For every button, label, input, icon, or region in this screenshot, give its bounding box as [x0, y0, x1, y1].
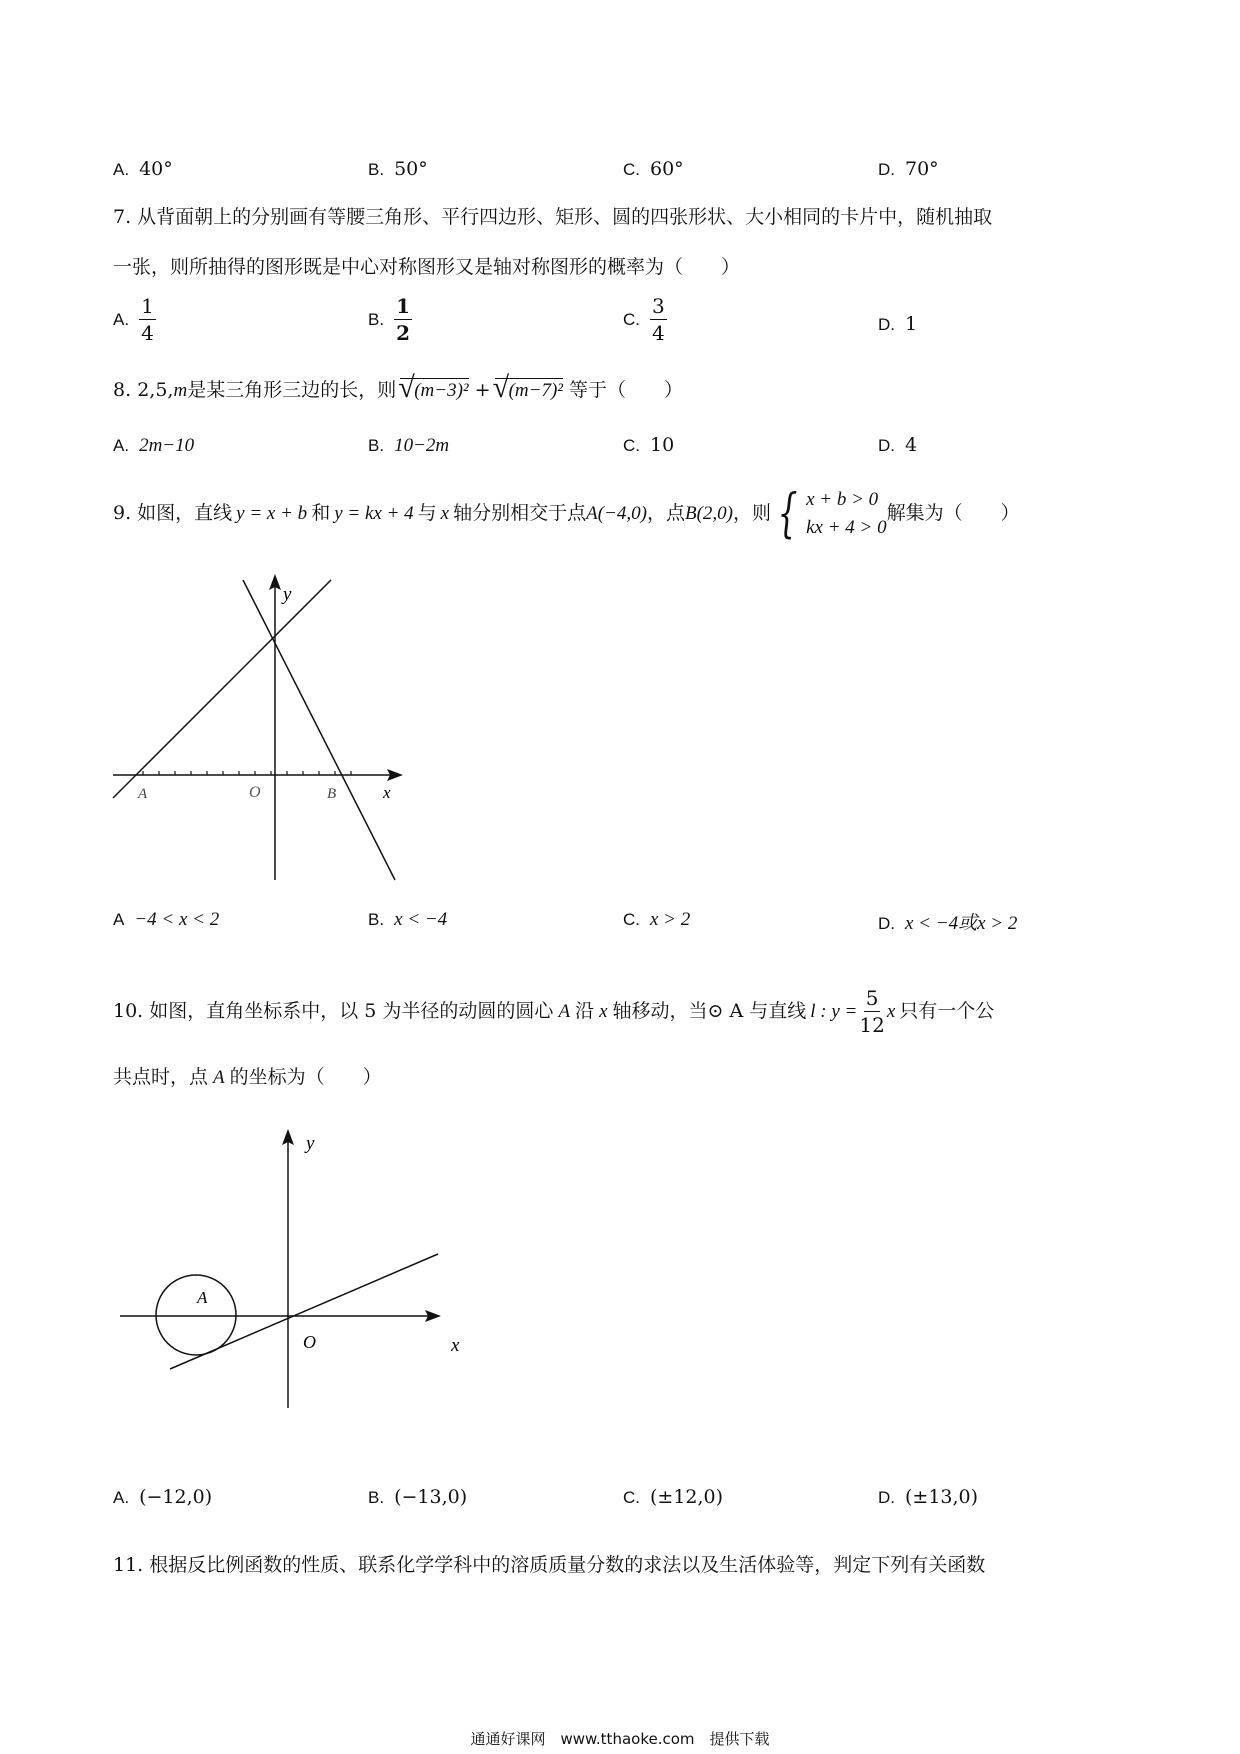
origin-label: O [303, 1332, 316, 1352]
denominator: 4 [141, 321, 154, 345]
origin-label: O [249, 784, 261, 801]
q10-option-d [878, 1486, 978, 1508]
option-label: B. [368, 1488, 385, 1507]
q8-mid: 是某三角形三边的长，则 [187, 379, 397, 401]
q9-text2: 与 [417, 502, 437, 525]
option-label: B. [368, 436, 385, 455]
q10-figure [115, 1125, 475, 1415]
option-text: 4 [905, 434, 918, 456]
option-text: 70° [905, 158, 939, 180]
q9-text5: ，则 [733, 502, 772, 525]
q7-stem-line2: 一张，则所抽得的图形既是中心对称图形又是轴对称图形的概率为（ ） [113, 256, 741, 278]
q10-fraction [859, 988, 884, 1035]
q10-option-c [623, 1486, 723, 1508]
option-text: −4 < x < 2 [134, 909, 220, 930]
option-label: D. [878, 160, 895, 179]
option-text: 10−2m [394, 435, 450, 456]
q9-eq2: y = kx + 4 [334, 503, 414, 525]
q10-line-label: l : y = [810, 1001, 858, 1022]
option-label: D. [878, 914, 895, 933]
numerator: 5 [865, 986, 879, 1010]
q10-option-b [368, 1486, 467, 1508]
numerator: 1 [396, 294, 410, 318]
denominator: 4 [652, 321, 665, 345]
fraction [650, 296, 667, 343]
footer-source: 通通好课网 www.tthaoke.com 提供下载 [470, 1730, 770, 1748]
q9-option-c [623, 908, 690, 931]
center-a-label: A [197, 1288, 208, 1307]
option-text: x < −4 [394, 909, 448, 930]
inequality-1: x + b > 0 [806, 489, 879, 510]
option-label: A. [113, 1488, 130, 1507]
q7-option-d [878, 313, 917, 335]
q9-option-b [368, 908, 447, 931]
q10-option-a [113, 1486, 212, 1508]
plus-sign: + [474, 379, 491, 401]
q9-text1: 9. 如图，直线 [113, 502, 233, 525]
q7-stem-line1: 7. 从背面朝上的分别画有等腰三角形、平行四边形、矩形、圆的四张形状、大小相同的卡片中，随机抽取 [113, 206, 993, 228]
left-brace-icon: { [777, 483, 798, 544]
option-label: B. [368, 309, 385, 329]
sqrt-term-1: √ (m−3)² [400, 378, 468, 400]
option-label: A. [113, 160, 130, 179]
x-axis-label: x [383, 783, 391, 802]
option-label: C. [623, 1488, 640, 1507]
q10-text2: 沿 [575, 1000, 595, 1022]
q8-option-b [368, 434, 449, 457]
circle-a [156, 1275, 236, 1355]
option-text: (±12,0) [650, 1486, 724, 1508]
q9-point-b: B(2,0) [684, 503, 733, 525]
q8-stem [113, 378, 683, 400]
option-label: D. [878, 1488, 895, 1507]
denominator: 12 [859, 1013, 885, 1037]
option-text: (−13,0) [394, 1486, 468, 1508]
q9-point-a: A(−4,0) [586, 503, 647, 525]
q7-option-b [368, 296, 412, 343]
numerator: 3 [652, 294, 665, 318]
q9-text4: ，点 [646, 502, 685, 525]
q6-option-a [113, 158, 173, 180]
denominator: 2 [396, 321, 410, 345]
option-text: 50° [394, 158, 428, 180]
option-text: x > 2 [650, 909, 691, 930]
q8-var: m [173, 380, 188, 401]
q10-point-a: A [213, 1067, 225, 1088]
q10-text1: 10. 如图，直角坐标系中，以 5 为半径的动圆的圆心 [113, 1000, 554, 1022]
q10-xvar: x [599, 1001, 608, 1022]
q9-eq1: y = x + b [236, 503, 308, 525]
q10-stem-line1 [113, 988, 994, 1035]
q8-option-d [878, 434, 917, 456]
option-text: 40° [139, 158, 173, 180]
option-label: D. [878, 315, 895, 334]
q11-stem-line1: 11. 根据反比例函数的性质、联系化学学科中的溶质质量分数的求法以及生活体验等，判定下列有关函数 [113, 1554, 986, 1576]
q9-text6: 解集为（ ） [886, 502, 1020, 525]
q10-line2c: 的坐标为（ ） [229, 1066, 382, 1088]
option-text: 10 [650, 434, 675, 456]
fraction [394, 296, 412, 343]
option-label: C. [623, 436, 640, 455]
q10-after: x [886, 1001, 896, 1022]
option-text: 1 [905, 313, 918, 335]
x-axis-label: x [451, 1335, 460, 1356]
q8-number: 8. [113, 379, 132, 401]
q8-option-a [113, 434, 194, 457]
option-label: C. [623, 160, 640, 179]
q10-text3: 轴移动，当⊙ A 与直线 [612, 1000, 807, 1022]
q6-option-d [878, 158, 939, 180]
inequality-2: kx + 4 > 0 [806, 516, 887, 538]
q9-xvar: x [440, 503, 450, 525]
q9-text3: 轴分别相交于点 [453, 502, 587, 525]
point-b-label: B [327, 786, 337, 802]
option-label: A. [113, 309, 130, 329]
option-label: A. [113, 436, 130, 455]
point-a-label: A [138, 786, 148, 802]
q6-option-c [623, 158, 684, 180]
option-label: C. [623, 309, 640, 329]
y-axis-label: y [283, 584, 292, 605]
q9-figure [105, 570, 405, 890]
q9-stem [113, 483, 1020, 544]
option-label: B. [368, 910, 385, 929]
q8-suffix: 等于（ ） [569, 379, 684, 401]
option-text: 2m−10 [139, 435, 195, 456]
line-y-kx-plus-4 [243, 580, 395, 880]
option-label: D. [878, 436, 895, 455]
option-label: B. [368, 160, 385, 179]
option-label: C. [623, 910, 640, 929]
q9-and: 和 [311, 502, 331, 525]
option-label: A [113, 910, 125, 929]
option-text: (−12,0) [139, 1486, 213, 1508]
q10-line2a: 共点时，点 [113, 1066, 209, 1088]
fraction [139, 296, 156, 343]
q10-stem-line2 [113, 1068, 382, 1087]
inequality-system [771, 483, 887, 544]
q6-option-b [368, 158, 428, 180]
q9-option-a [113, 908, 219, 931]
q9-option-d [878, 908, 1017, 935]
option-text: (±13,0) [905, 1486, 979, 1508]
q8-given: 2,5, [137, 379, 174, 401]
sqrt-term-2: √ (m−7)² [495, 378, 563, 400]
q7-option-a [113, 296, 156, 343]
q8-option-c [623, 434, 674, 456]
q10-center-a: A [558, 1001, 571, 1022]
option-text: x < −4或x > 2 [905, 913, 1018, 934]
q7-option-c [623, 296, 667, 343]
numerator: 1 [141, 294, 154, 318]
q10-text4: 只有一个公 [899, 1000, 995, 1022]
y-axis-label: y [306, 1133, 315, 1154]
option-text: 60° [650, 158, 684, 180]
